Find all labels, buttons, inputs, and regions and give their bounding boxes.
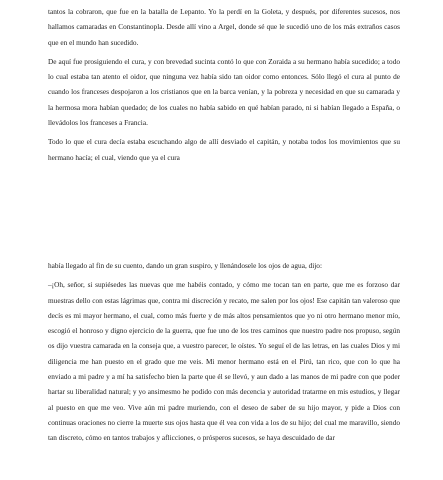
text-block-top [48, 4, 400, 169]
paragraph: De aquí fue prosiguiendo el cura, y con brevedad sucinta contó lo que con Zoraida a su hermano había sucedido; a todo lo cual estaba tan atento el oidor, que ninguna vez había sido tan oidor como entonces. Sólo llegó el cura al punto de cuando los franceses despojaron a los cristianos que en la barca venían, y la pobreza y necesidad en que su camarada y la hermosa mora habían quedado; de los cuales no había sabido en qué habían parado, ni si habían llegado a España, o llevádolos los franceses a Francia. [48, 56, 400, 128]
text-block-bottom [48, 258, 400, 450]
paragraph: –¡Oh, señor, si supiésedes las nuevas que me habéis contado, y cómo me tocan tan en parte, que me es forzoso dar muestras dello con estas lágrimas que, contra mi discreción y recato, me salen por los ojos! Ese capitán tan valeroso que decís es mi mayor hermano, el cual, como más fuerte y de más altos pensamientos que yo ni otro hermano menor mío, escogió el honroso y digno ejercicio de la guerra, que fue uno de los tres caminos que nuestro padre nos propuso, según os dijo vuestra camarada en la conseja que, a vuestro parecer, le oístes. Yo seguí el de las letras, en las cuales Dios y mi diligencia me han puesto en el grado que me veis. Mi menor hermano está en el Pirú, tan rico, que con lo que ha enviado a mi padre y a mí ha satisfecho bien la parte que él se llevó, y aun dado a las manos de mi padre con que poder hartar su liberalidad natural; y yo ansimesmo he podido con más decencia y autoridad tratarme en mis estudios, y llegar al puesto en que me veo. Vive aún mi padre muriendo, con el deseo de saber de su hijo mayor, y pide a Dios con continuas oraciones no cierre la muerte sus ojos hasta que él vea con vida a los de su hijo; del cual me maravillo, siendo tan discreto, cómo en tantos trabajos y aflicciones, o prósperos sucesos, se haya descuidado de dar [48, 280, 400, 443]
paragraph: tantos la cobraron, que fue en la batalla de Lepanto. Yo la perdí en la Goleta, y después, por diferentes sucesos, nos hallamos camaradas en Constantinopla. Desde allí vino a Argel, donde sé que le sucedió uno de los más extraños casos que en el mundo han sucedido. [48, 7, 400, 47]
paragraph: Todo lo que el cura decía estaba escuchando algo de allí desviado el capitán, y notaba todos los movimientos que su hermano hacía; el cual, viendo que ya el cura [48, 137, 400, 162]
paragraph: había llegado al fin de su cuento, dando un gran suspiro, y llenándosele los ojos de agua, dijo: [48, 261, 322, 270]
